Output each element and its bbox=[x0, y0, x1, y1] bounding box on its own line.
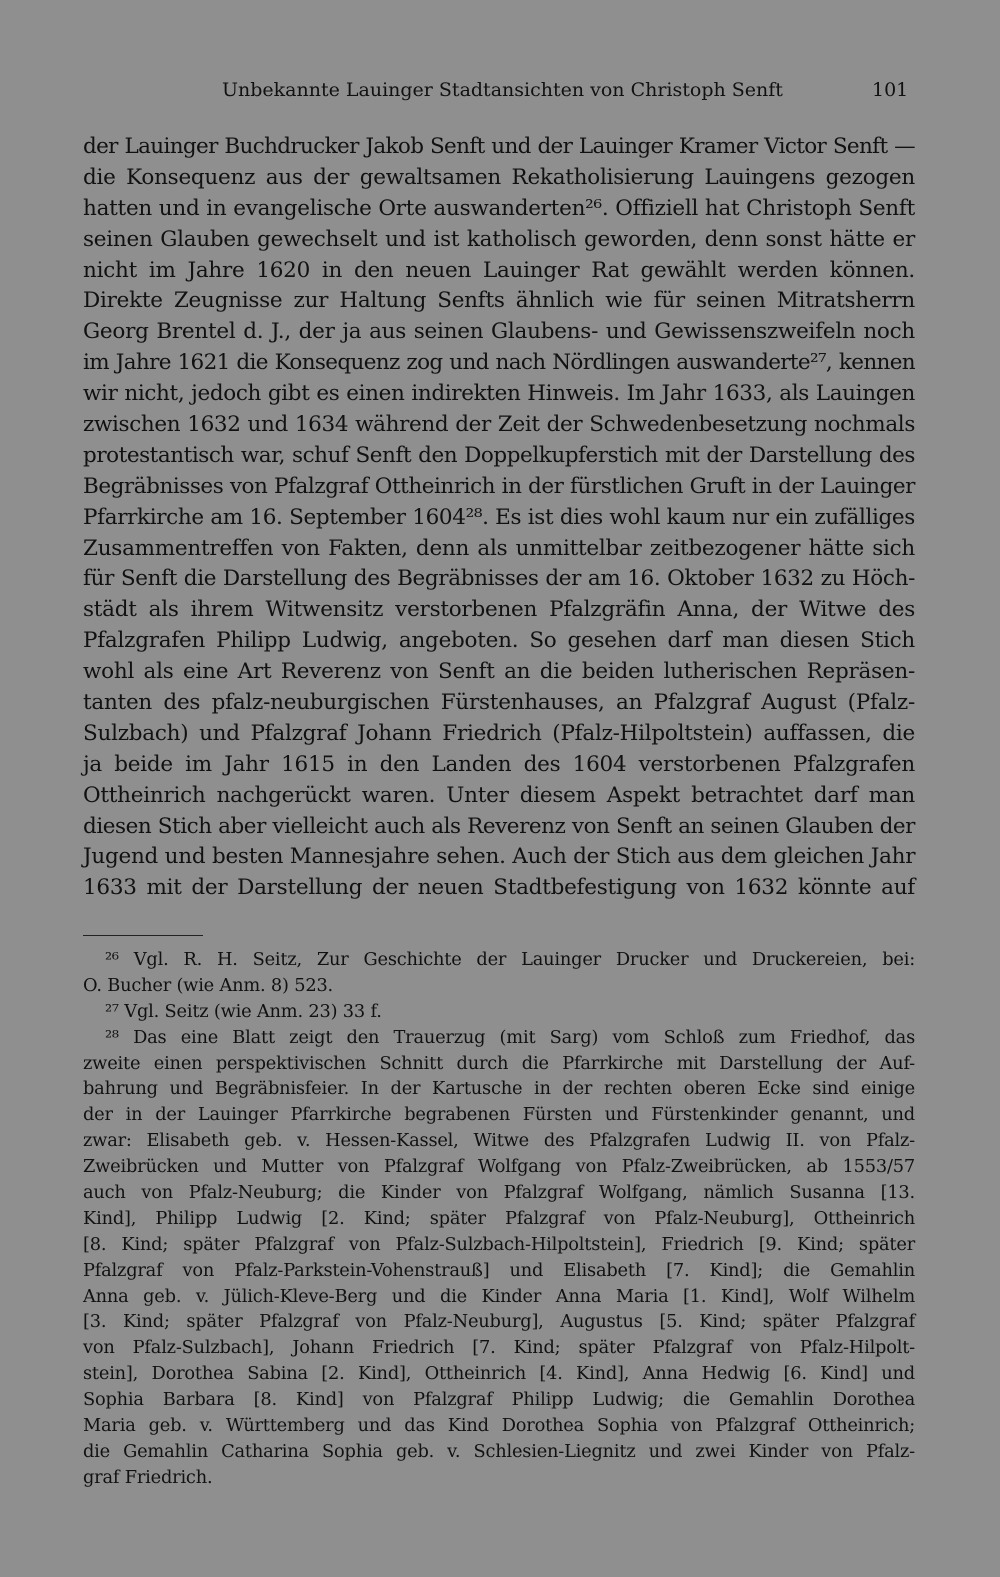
text-line: diesen Stich aber vielleicht auch als Reverenz von Senft an seinen Glauben der bbox=[83, 813, 915, 839]
footnote-28-line: Maria geb. v. Württemberg und das Kind Dorothea Sophia von Pfalzgraf Ottheinrich; bbox=[83, 1415, 915, 1437]
text-line: Ottheinrich nachgerückt waren. Unter diesem Aspekt betrachtet darf man bbox=[83, 782, 915, 808]
footnote-28-line: Zweibrücken und Mutter von Pfalzgraf Wolfgang von Pfalz-Zweibrücken, ab 1553/57 bbox=[83, 1156, 915, 1178]
footnote-28-line: Anna geb. v. Jülich-Kleve-Berg und die Kinder Anna Maria [1. Kind], Wolf Wilhelm bbox=[83, 1285, 915, 1307]
footnote-28-line: Kind], Philipp Ludwig [2. Kind; später Pfalzgraf von Pfalz-Neuburg], Ottheinrich bbox=[83, 1207, 915, 1229]
text-line: Zusammentreffen von Fakten, denn als unmittelbar zeitbezogener hätte sich bbox=[83, 535, 915, 561]
footnote-26-line: ²⁶ Vgl. R. H. Seitz, Zur Geschichte der Lauinger Drucker und Druckereien, bei: bbox=[105, 949, 915, 970]
footnote-28-line: Pfalzgraf von Pfalz-Parkstein-Vohenstrauß] und Elisabeth [7. Kind]; die Gemahlin bbox=[83, 1259, 915, 1281]
footnote-28-line: Sophia Barbara [8. Kind] von Pfalzgraf Philipp Ludwig; die Gemahlin Dorothea bbox=[83, 1389, 915, 1411]
text-line: die Konsequenz aus der gewaltsamen Rekatholisierung Lauingens gezogen bbox=[83, 164, 915, 190]
text-line: städt als ihrem Witwensitz verstorbenen Pfalzgräfin Anna, der Witwe des bbox=[83, 597, 915, 623]
running-head bbox=[0, 76, 1000, 106]
footnote-28-line: zwar: Elisabeth geb. v. Hessen-Kassel, Witwe des Pfalzgrafen Ludwig II. von Pfalz- bbox=[83, 1130, 915, 1152]
footnote-27-line: ²⁷ Vgl. Seitz (wie Anm. 23) 33 f. bbox=[105, 1000, 382, 1022]
footnotes bbox=[83, 947, 915, 1491]
text-line: Pfalzgrafen Philipp Ludwig, angeboten. So gesehen darf man diesen Stich bbox=[83, 628, 915, 654]
text-line: wohl als eine Art Reverenz von Senft an die beiden lutherischen Repräsen- bbox=[83, 659, 915, 685]
text-line: seinen Glauben gewechselt und ist katholisch geworden, denn sonst hätte er bbox=[83, 226, 915, 252]
text-line: protestantisch war, schuf Senft den Doppelkupferstich mit der Darstellung des bbox=[83, 442, 915, 468]
footnote-26-line: O. Bucher (wie Anm. 8) 523. bbox=[83, 974, 334, 996]
footnote-28-line: von Pfalz-Sulzbach], Johann Friedrich [7. Kind; später Pfalzgraf von Pfalz-Hilpolt- bbox=[83, 1337, 915, 1359]
footnote-28-line: [3. Kind; später Pfalzgraf von Pfalz-Neuburg], Augustus [5. Kind; später Pfalzgraf bbox=[83, 1311, 915, 1333]
text-line: wir nicht, jedoch gibt es einen indirekten Hinweis. Im Jahr 1633, als Lauingen bbox=[83, 381, 915, 407]
footnote-divider bbox=[83, 935, 203, 936]
text-line: nicht im Jahre 1620 in den neuen Lauinger Rat gewählt werden können. bbox=[83, 257, 915, 283]
footnote-28-line: stein], Dorothea Sabina [2. Kind], Ottheinrich [4. Kind], Anna Hedwig [6. Kind] und bbox=[83, 1363, 915, 1385]
text-line: ja beide im Jahr 1615 in den Landen des 1604 verstorbenen Pfalzgrafen bbox=[83, 751, 915, 777]
text-line: im Jahre 1621 die Konsequenz zog und nach Nördlingen auswanderte²⁷, kennen bbox=[83, 350, 915, 376]
main-text bbox=[83, 132, 915, 904]
text-line: für Senft die Darstellung des Begräbnisses der am 16. Oktober 1632 zu Höch- bbox=[83, 566, 915, 592]
footnote-28-line: die Gemahlin Catharina Sophia geb. v. Schlesien-Liegnitz und zwei Kinder von Pfalz- bbox=[83, 1440, 915, 1462]
footnote-28-line: graf Friedrich. bbox=[83, 1466, 213, 1488]
footnote-28-line: der in der Lauinger Pfarrkirche begrabenen Fürsten und Fürstenkinder genannt, und bbox=[83, 1104, 915, 1126]
text-line: Pfarrkirche am 16. September 1604²⁸. Es ist dies wohl kaum nur ein zufälliges bbox=[83, 504, 915, 530]
running-title: Unbekannte Lauinger Stadtansichten von Christoph Senft bbox=[222, 79, 783, 101]
text-line: Sulzbach) und Pfalzgraf Johann Friedrich (Pfalz-Hilpoltstein) auffassen, die bbox=[83, 720, 915, 746]
text-line: der Lauinger Buchdrucker Jakob Senft und der Lauinger Kramer Victor Senft — bbox=[83, 134, 915, 159]
footnote-28-line: bahrung und Begräbnisfeier. In der Kartusche in der rechten oberen Ecke sind einige bbox=[83, 1078, 915, 1100]
text-line: Jugend und besten Mannesjahre sehen. Auch der Stich aus dem gleichen Jahr bbox=[83, 844, 916, 870]
text-line: Georg Brentel d. J., der ja aus seinen Glaubens- und Gewissenszweifeln noch bbox=[83, 319, 915, 345]
footnote-28-line: auch von Pfalz-Neuburg; die Kinder von Pfalzgraf Wolfgang, nämlich Susanna [13. bbox=[83, 1182, 915, 1204]
text-line: tanten des pfalz-neuburgischen Fürstenhauses, an Pfalzgraf August (Pfalz- bbox=[83, 690, 915, 716]
text-line: zwischen 1632 und 1634 während der Zeit der Schwedenbesetzung nochmals bbox=[83, 412, 915, 438]
footnote-28-line: ²⁸ Das eine Blatt zeigt den Trauerzug (mit Sarg) vom Schloß zum Friedhof, das bbox=[105, 1026, 915, 1048]
text-line: 1633 mit der Darstellung der neuen Stadtbefestigung von 1632 könnte auf bbox=[83, 875, 915, 901]
text-line: Direkte Zeugnisse zur Haltung Senfts ähnlich wie für seinen Mitratsherrn bbox=[83, 288, 915, 314]
text-line: hatten und in evangelische Orte auswanderten²⁶. Offiziell hat Christoph Senft bbox=[83, 195, 915, 221]
footnote-28-line: zweite einen perspektivischen Schnitt durch die Pfarrkirche mit Darstellung der Auf- bbox=[83, 1052, 915, 1074]
footnote-28-line: [8. Kind; später Pfalzgraf von Pfalz-Sulzbach-Hilpoltstein], Friedrich [9. Kind; später bbox=[83, 1233, 915, 1255]
page-number: 101 bbox=[872, 79, 909, 101]
text-line: Begräbnisses von Pfalzgraf Ottheinrich in der fürstlichen Gruft in der Lauinger bbox=[83, 473, 915, 499]
